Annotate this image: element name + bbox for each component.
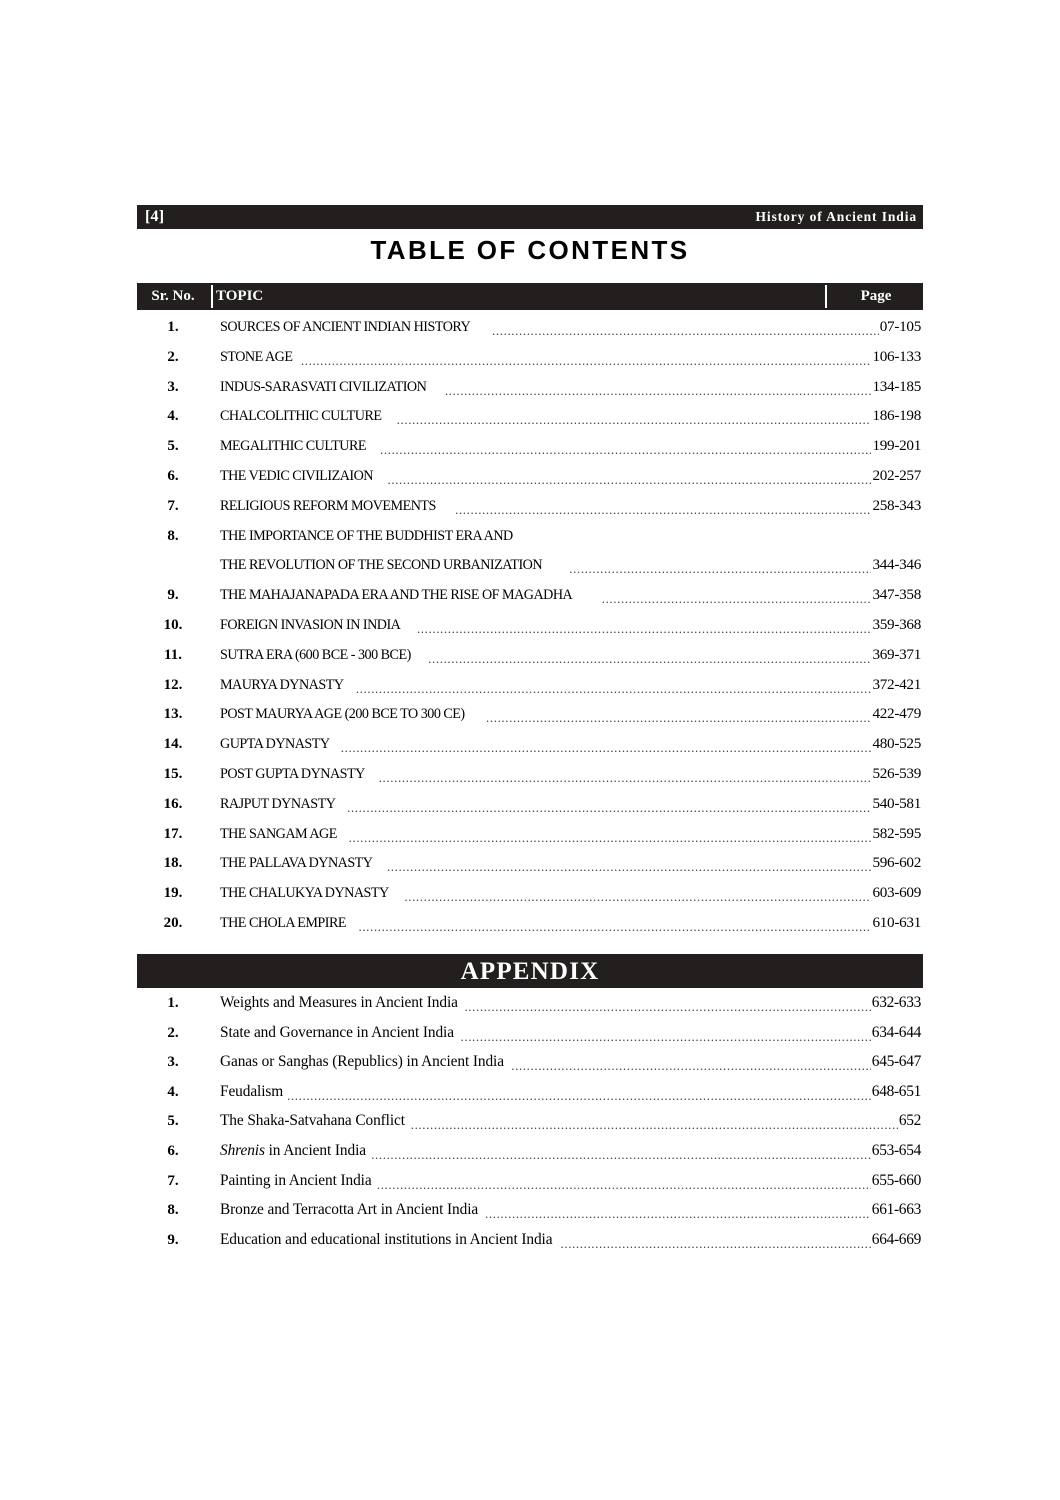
toc-row-page: 202-257 [872,466,921,484]
appendix-row-page: 655-660 [871,1171,921,1189]
toc-row-body [209,407,923,425]
toc-row-leader [492,323,879,336]
toc-row-body [209,586,923,604]
appendix-row-page: 632-633 [871,994,921,1011]
appendix-row-body [209,1024,923,1042]
toc-row-topic: STONE AGE [220,347,293,365]
appendix-row[interactable] [137,1201,923,1231]
toc-row[interactable] [137,735,923,765]
toc-row-body [209,467,923,485]
toc-row-leader [341,740,872,753]
appendix-row-leader [464,999,870,1012]
appendix-row-number: 1. [167,995,179,1011]
appendix-row-body [209,1053,923,1071]
toc-row[interactable] [137,556,923,586]
running-head [137,205,923,229]
toc-row-page: 526-539 [872,764,921,782]
toc-row[interactable] [137,378,923,408]
toc-row-page: 186-198 [872,407,921,425]
toc-row-page: 596-602 [872,854,921,872]
column-header-page: Page [860,288,892,304]
toc-row-topic: RELIGIOUS REFORM MOVEMENTS [220,496,436,514]
toc-row-number: 9. [167,587,179,604]
appendix-row-topic: Education and educational institutions in Ancient India [220,1230,553,1248]
toc-row-body [209,616,923,634]
toc-row-leader [347,800,871,813]
appendix-row-leader [485,1206,871,1219]
toc-row-number: 12. [163,676,183,693]
appendix-row[interactable] [137,1112,923,1142]
toc-row-number: 11. [164,646,182,663]
toc-row-leader [602,591,872,604]
toc-row[interactable] [137,467,923,497]
toc-row-topic: CHALCOLITHIC CULTURE [220,407,382,425]
toc-row[interactable] [137,795,923,825]
toc-row-leader [569,561,871,574]
appendix-row-topic: State and Governance in Ancient India [220,1023,454,1041]
appendix-row[interactable] [137,1083,923,1113]
toc-row[interactable] [137,586,923,616]
appendix-row-topic: Feudalism [220,1082,284,1100]
header-divider-right [825,285,827,308]
toc-row-page: 106-133 [872,347,921,365]
toc-row-body [209,318,923,336]
toc-row-leader [380,442,871,455]
toc-row-number: 5. [167,438,179,455]
toc-row-page: 603-609 [872,884,921,902]
toc-list [137,318,923,944]
toc-row-body [209,348,923,366]
toc-row-topic: INDUS-SARASVATI CIVILIZATION [220,377,427,395]
book-title: History of Ancient India [755,209,917,225]
appendix-row-number: 7. [167,1172,179,1189]
toc-row[interactable] [137,705,923,735]
toc-row-page: 540-581 [872,794,921,812]
appendix-row-page: 652 [898,1112,921,1130]
appendix-row-topic: Painting in Ancient India [220,1171,372,1189]
appendix-row-body [209,1201,923,1219]
toc-row-body [209,705,923,723]
toc-row-leader [486,710,871,723]
toc-row[interactable] [137,318,923,348]
appendix-row-number: 8. [167,1202,179,1219]
appendix-row-number: 3. [167,1054,179,1071]
toc-row-page: 610-631 [872,913,921,931]
toc-row[interactable] [137,348,923,378]
toc-row[interactable] [137,616,923,646]
appendix-banner: APPENDIX [137,954,923,988]
toc-row[interactable] [137,497,923,527]
appendix-row[interactable] [137,994,923,1024]
toc-row-leader [387,472,871,485]
toc-row-leader [404,889,871,902]
appendix-row-leader [371,1147,871,1160]
toc-row-body [209,825,923,843]
appendix-row-leader [561,1236,871,1249]
toc-row-page: 480-525 [872,735,921,753]
appendix-row[interactable] [137,1024,923,1054]
toc-row-topic: THE CHOLA EMPIRE [220,913,347,931]
toc-row-page: 347-358 [872,586,921,604]
toc-row-body [209,556,923,574]
column-header-topic: TOPIC [216,288,264,304]
appendix-row-page: 645-647 [871,1053,921,1071]
toc-row-topic: POST MAURYA AGE (200 BCE TO 300 CE) [220,705,465,723]
toc-row-body [209,646,923,664]
toc-row-number: 15. [163,765,183,782]
toc-row-body [209,676,923,694]
toc-row-number: 18. [163,855,183,872]
toc-row-leader [455,502,871,515]
appendix-row-leader [461,1029,871,1042]
appendix-row[interactable] [137,1172,923,1202]
table-header-row [137,283,923,310]
toc-row-number: 1. [167,319,179,335]
appendix-row-number: 6. [167,1142,179,1159]
toc-row-topic: MEGALITHIC CULTURE [220,437,367,455]
appendix-row-body [209,1083,923,1101]
toc-row[interactable] [137,437,923,467]
appendix-row[interactable] [137,1231,923,1261]
toc-row-topic: SOURCES OF ANCIENT INDIAN HISTORY [220,318,471,335]
toc-row-topic: MAURYA DYNASTY [220,675,344,693]
toc-row[interactable] [137,527,923,557]
toc-row-page: 372-421 [872,675,921,693]
toc-row[interactable] [137,884,923,914]
toc-row-body [209,735,923,753]
appendix-row-topic: Bronze and Terracotta Art in Ancient India [220,1201,479,1219]
toc-row-number: 10. [163,616,183,633]
toc-row-body [209,795,923,813]
appendix-row[interactable] [137,1053,923,1083]
toc-row-topic: GUPTA DYNASTY [220,735,330,753]
toc-row-topic: THE CHALUKYA DYNASTY [220,884,389,902]
appendix-row-body [209,1142,923,1160]
toc-row-number: 6. [167,467,179,484]
appendix-row-body [209,994,923,1012]
toc-row-body [209,497,923,515]
appendix-row-page: 634-644 [871,1023,921,1041]
appendix-row-body [209,1112,923,1130]
toc-row[interactable] [137,765,923,795]
toc-row-page: 369-371 [872,645,921,663]
toc-row-leader [379,770,872,783]
appendix-row-leader [511,1058,871,1071]
toc-row-body [209,437,923,455]
toc-row-leader [445,383,872,396]
toc-row-leader [301,353,872,366]
toc-row-topic: THE MAHAJANAPADA ERA AND THE RISE OF MAGADHA [220,586,573,604]
toc-row-topic: SUTRA ERA (600 BCE - 300 BCE) [220,645,411,663]
appendix-row-body [209,1172,923,1190]
page-content [137,0,923,1500]
toc-row-topic: POST GUPTA DYNASTY [220,764,365,782]
toc-row-number: 16. [163,795,183,812]
toc-row-number: 13. [163,706,183,723]
toc-row-topic: THE REVOLUTION OF THE SECOND URBANIZATION [220,556,543,574]
toc-row-page: 359-368 [872,615,921,633]
appendix-row-body [209,1231,923,1249]
toc-row-number: 4. [167,408,179,425]
toc-row-leader [349,830,872,843]
toc-row-page: 07-105 [879,318,921,335]
appendix-row-page: 661-663 [871,1201,921,1219]
toc-row-number: 19. [163,885,183,902]
toc-row-topic: RAJPUT DYNASTY [220,794,336,812]
toc-row-leader [397,412,872,425]
appendix-row-page: 664-669 [871,1230,921,1248]
header-divider-left [211,285,213,308]
toc-row-topic: THE SANGAM AGE [220,824,337,842]
toc-row-page: 134-185 [872,377,921,395]
toc-row-topic: THE PALLAVA DYNASTY [220,854,373,872]
toc-row-body [209,854,923,872]
toc-row-number: 2. [167,348,179,365]
toc-row-topic: THE IMPORTANCE OF THE BUDDHIST ERA AND [220,526,513,544]
toc-row-number: 17. [163,825,183,842]
toc-row-body [209,914,923,932]
toc-row-number: 20. [163,914,183,931]
toc-row-topic: FOREIGN INVASION IN INDIA [220,615,401,633]
toc-row-page: 582-595 [872,824,921,842]
appendix-row-number: 9. [167,1231,179,1248]
toc-row-leader [358,919,871,932]
toc-row[interactable] [137,914,923,944]
page-title: TABLE OF CONTENTS [370,235,690,265]
toc-row[interactable] [137,646,923,676]
appendix-row-number: 5. [167,1113,179,1130]
appendix-row-topic: Shrenis in Ancient India [220,1141,366,1159]
toc-row-topic: THE VEDIC CIVILIZAION [220,466,373,484]
column-header-sr-no: Sr. No. [151,288,195,304]
toc-row[interactable] [137,825,923,855]
toc-row-number: 3. [167,378,179,395]
toc-row-body [209,378,923,396]
toc-row-leader [387,859,872,872]
toc-row-page: 258-343 [872,496,921,514]
toc-row-leader [356,681,872,694]
appendix-row-page: 653-654 [871,1141,921,1159]
toc-row[interactable] [137,407,923,437]
appendix-row-leader [411,1117,898,1130]
appendix-row-page: 648-651 [871,1082,921,1100]
toc-row-body [209,884,923,902]
toc-row-page: 422-479 [872,705,921,723]
toc-row-number: 8. [167,527,179,544]
toc-row-body [209,765,923,783]
appendix-row-number: 2. [167,1024,179,1041]
appendix-row-topic: Ganas or Sanghas (Republics) in Ancient India [220,1053,504,1071]
toc-row-leader [417,621,872,634]
appendix-row[interactable] [137,1142,923,1172]
toc-row[interactable] [137,676,923,706]
appendix-row-leader [377,1177,871,1190]
toc-row-number: 7. [167,497,179,514]
toc-row-page: 344-346 [872,556,921,574]
appendix-row-topic: Weights and Measures in Ancient India [220,994,458,1011]
appendix-row-leader [287,1088,871,1101]
appendix-list [137,994,923,1260]
toc-row-leader [428,651,871,664]
appendix-row-number: 4. [167,1083,179,1100]
appendix-row-topic: The Shaka-Satvahana Conflict [220,1112,405,1130]
toc-row-body [209,527,923,545]
toc-row-number: 14. [163,736,183,753]
toc-row[interactable] [137,854,923,884]
toc-row-page: 199-201 [872,437,921,455]
page-folio: [4] [145,208,165,225]
